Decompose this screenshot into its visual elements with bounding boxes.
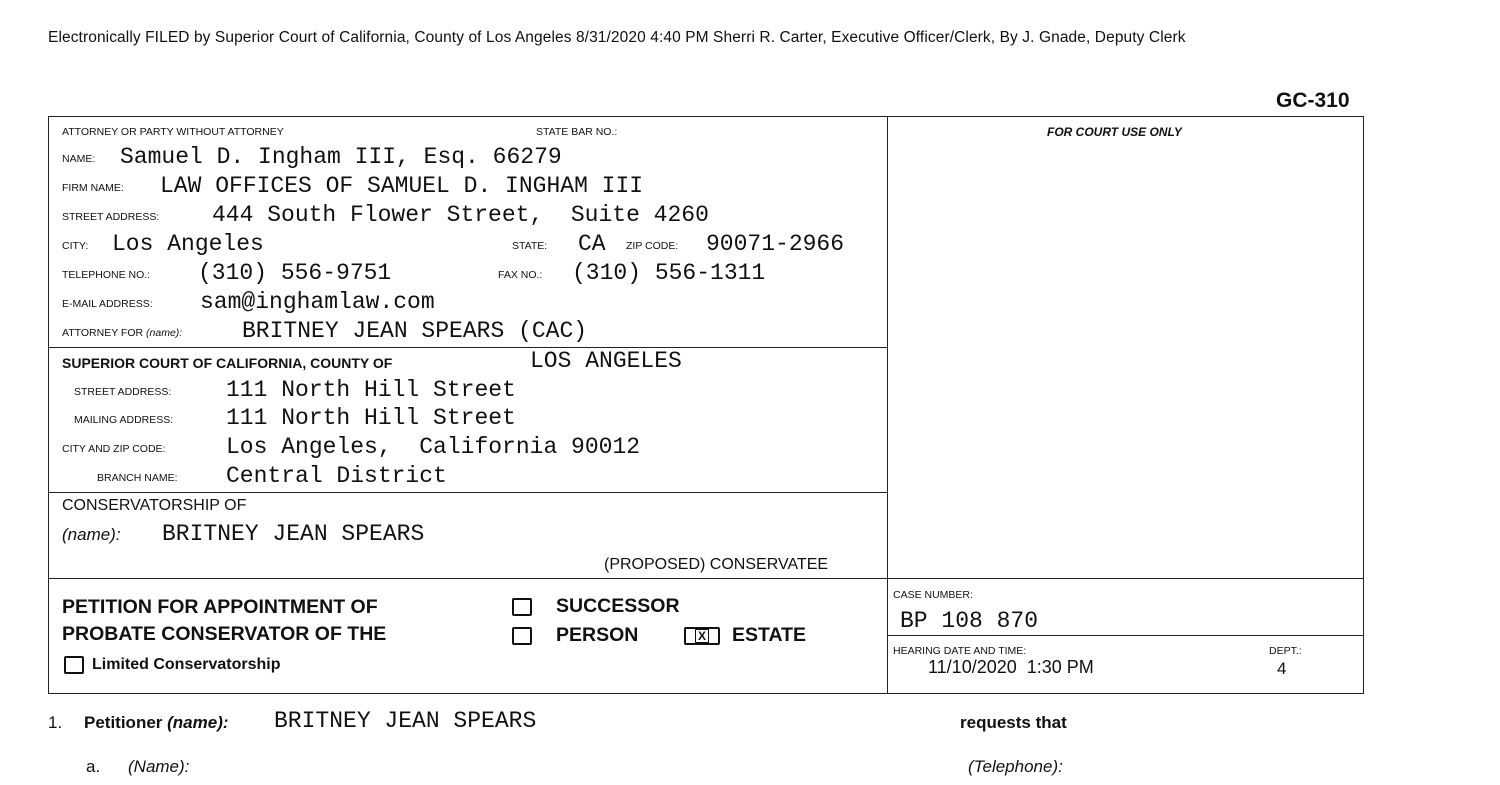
- state-bar-label: STATE BAR NO.:: [536, 126, 618, 138]
- attorney-for-label: ATTORNEY FOR: [62, 327, 144, 339]
- estate-checkbox[interactable]: [684, 627, 720, 645]
- attorney-city-field[interactable]: Los Angeles: [112, 231, 264, 257]
- attorney-zip-field[interactable]: 90071-2966: [706, 231, 845, 257]
- attorney-phone-field[interactable]: (310) 556-9751: [198, 260, 392, 286]
- petition-title-line2: PROBATE CONSERVATOR OF THE: [62, 623, 387, 645]
- dept-label: DEPT.:: [1269, 645, 1302, 657]
- attorney-fax-field[interactable]: (310) 556-1311: [572, 260, 766, 286]
- estate-check-mark: X: [695, 629, 709, 643]
- attorney-for-name-label: (name):: [146, 327, 183, 339]
- attorney-name-field[interactable]: Samuel D. Ingham III, Esq. 66279: [120, 144, 562, 170]
- court-heading: SUPERIOR COURT OF CALIFORNIA, COUNTY OF: [62, 355, 393, 371]
- court-use-label: FOR COURT USE ONLY: [1047, 125, 1182, 139]
- attorney-for-label-group: [62, 327, 182, 339]
- attorney-street-field[interactable]: 444 South Flower Street, Suite 4260: [212, 202, 709, 228]
- divider-court-conservatorship: [48, 492, 888, 493]
- column-divider: [887, 116, 888, 694]
- court-cityzip-field[interactable]: Los Angeles, California 90012: [226, 434, 641, 460]
- petitioner-name-field[interactable]: BRITNEY JEAN SPEARS: [274, 708, 537, 734]
- hearing-date-field[interactable]: 11/10/2020 1:30 PM: [928, 657, 1094, 677]
- limited-conservatorship-checkbox[interactable]: [64, 656, 84, 674]
- attorney-fax-label: FAX NO.:: [498, 269, 543, 281]
- conservatee-role: (PROPOSED) CONSERVATEE: [604, 556, 829, 573]
- firm-name-label: FIRM NAME:: [62, 182, 124, 194]
- attorney-for-field[interactable]: BRITNEY JEAN SPEARS (CAC): [242, 318, 588, 344]
- item-a-name-label: (Name):: [128, 757, 190, 776]
- attorney-street-label: STREET ADDRESS:: [62, 211, 160, 223]
- successor-label: SUCCESSOR: [556, 595, 680, 617]
- attorney-email-field[interactable]: sam@inghamlaw.com: [200, 289, 435, 315]
- estate-label: ESTATE: [732, 624, 807, 646]
- person-checkbox[interactable]: [512, 627, 532, 645]
- court-street-label: STREET ADDRESS:: [74, 386, 172, 398]
- hearing-label: HEARING DATE AND TIME:: [893, 645, 1027, 657]
- item1-label-group: [84, 713, 229, 733]
- case-number-field[interactable]: BP 108 870: [900, 608, 1039, 634]
- attorney-state-field[interactable]: CA: [578, 231, 606, 257]
- case-number-label: CASE NUMBER:: [893, 589, 973, 601]
- successor-checkbox[interactable]: [512, 598, 532, 616]
- divider-case-hearing: [887, 635, 1364, 636]
- item1-number: 1.: [48, 713, 63, 732]
- court-branch-label: BRANCH NAME:: [97, 472, 178, 484]
- court-street-field[interactable]: 111 North Hill Street: [226, 377, 516, 403]
- form-number: GC-310: [1276, 89, 1350, 112]
- attorney-zip-label: ZIP CODE:: [626, 240, 679, 252]
- item1-label: Petitioner: [84, 713, 163, 732]
- court-branch-field[interactable]: Central District: [226, 463, 447, 489]
- attorney-state-label: STATE:: [512, 240, 548, 252]
- item-a-phone-label: (Telephone):: [968, 757, 1063, 776]
- court-cityzip-label: CITY AND ZIP CODE:: [62, 443, 166, 455]
- court-county-field[interactable]: LOS ANGELES: [530, 348, 682, 374]
- conservatorship-heading: CONSERVATORSHIP OF: [62, 497, 247, 514]
- conservatorship-name-label: (name):: [62, 525, 121, 544]
- conservatee-name-field[interactable]: BRITNEY JEAN SPEARS: [162, 521, 425, 547]
- limited-conservatorship-label: Limited Conservatorship: [92, 656, 281, 673]
- dept-field[interactable]: 4: [1277, 659, 1287, 678]
- firm-name-field[interactable]: LAW OFFICES OF SAMUEL D. INGHAM III: [160, 173, 644, 199]
- attorney-name-label: NAME:: [62, 153, 96, 165]
- court-mailing-field[interactable]: 111 North Hill Street: [226, 405, 516, 431]
- person-label: PERSON: [556, 624, 639, 646]
- divider-attorney-court: [48, 347, 888, 348]
- item-a-letter: a.: [86, 757, 101, 776]
- divider-title: [48, 578, 1364, 579]
- attorney-city-label: CITY:: [62, 240, 89, 252]
- item1-name-label: (name):: [167, 713, 229, 732]
- petition-title-line1: PETITION FOR APPOINTMENT OF: [62, 596, 378, 618]
- attorney-phone-label: TELEPHONE NO.:: [62, 269, 151, 281]
- attorney-email-label: E-MAIL ADDRESS:: [62, 298, 153, 310]
- filed-stamp: Electronically FILED by Superior Court of California, County of Los Angeles 8/31/2020 4:40 PM Sherri R. Carter, Executive Officer/Clerk, By J. Gnade, Deputy Clerk: [48, 29, 1186, 46]
- item1-suffix: requests that: [960, 713, 1067, 732]
- attorney-section-label: ATTORNEY OR PARTY WITHOUT ATTORNEY: [62, 126, 284, 138]
- court-mailing-label: MAILING ADDRESS:: [74, 414, 174, 426]
